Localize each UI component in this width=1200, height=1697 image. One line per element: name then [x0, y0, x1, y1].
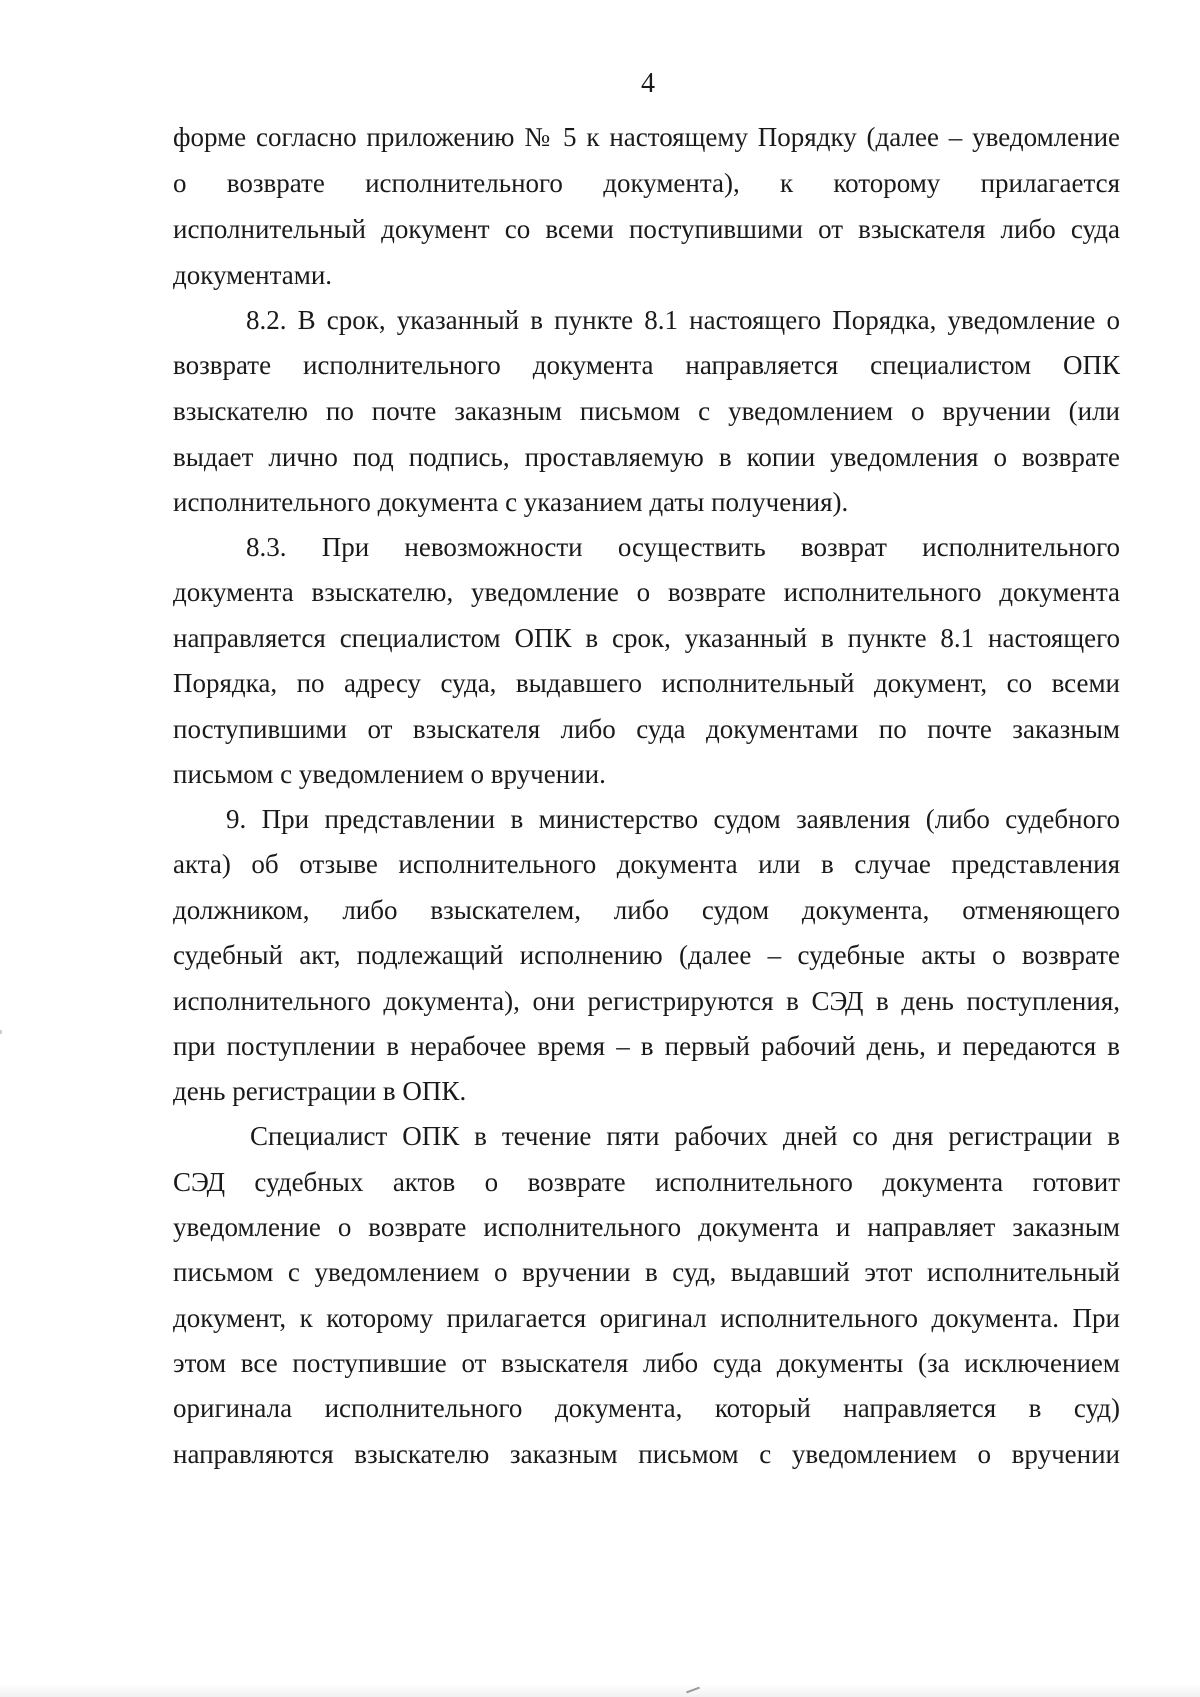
text-line: возврате исполнительного документа направляется специалистом ОПК: [173, 350, 1120, 380]
text-line: при поступлении в нерабочее время – в первый рабочий день, и передаются в: [173, 1031, 1120, 1061]
page-number: 4: [641, 68, 655, 99]
text-line: Порядка, по адресу суда, выдавшего исполнительный документ, со всеми: [173, 668, 1120, 698]
text-line: должником, либо взыскателем, либо судом документа, отменяющего: [173, 895, 1120, 925]
text-line: Специалист ОПК в течение пяти рабочих дней со дня регистрации в: [250, 1121, 1120, 1151]
text-line: взыскателю по почте заказным письмом с уведомлением о вручении (или: [173, 396, 1120, 426]
text-line: направляются взыскателю заказным письмом с уведомлением о вручении: [173, 1439, 1120, 1469]
text-line: уведомление о возврате исполнительного документа и направляет заказным: [173, 1212, 1120, 1242]
text-line: исполнительный документ со всеми поступившими от взыскателя либо суда: [173, 214, 1120, 244]
text-line: оригинала исполнительного документа, который направляется в суд): [173, 1393, 1120, 1423]
text-line: документ, к которому прилагается оригинал исполнительного документа. При: [173, 1303, 1120, 1333]
text-line: этом все поступившие от взыскателя либо суда документы (за исключением: [173, 1348, 1120, 1378]
page-bottom-shadow: [0, 1684, 1200, 1697]
scan-edge-mark: [0, 1030, 2, 1034]
text-line: судебный акт, подлежащий исполнению (далее – судебные акты о возврате: [173, 940, 1120, 970]
text-line: 8.3. При невозможности осуществить возврат исполнительного: [246, 532, 1120, 562]
text-line: 9. При представлении в министерство судом заявления (либо судебного: [226, 804, 1120, 834]
text-line: выдает лично под подпись, проставляемую в копии уведомления о возврате: [173, 442, 1120, 472]
text-line: документами.: [173, 260, 333, 290]
text-line: поступившими от взыскателя либо суда документами по почте заказным: [173, 714, 1120, 744]
text-line: о возврате исполнительного документа), к которому прилагается: [173, 168, 1120, 198]
text-line: письмом с уведомлением о вручении в суд, выдавший этот исполнительный: [173, 1257, 1120, 1287]
text-line: акта) об отзыве исполнительного документа или в случае представления: [173, 849, 1120, 879]
text-line: день регистрации в ОПК.: [173, 1076, 467, 1106]
text-line: направляется специалистом ОПК в срок, указанный в пункте 8.1 настоящего: [173, 623, 1120, 653]
text-line: СЭД судебных актов о возврате исполнительного документа готовит: [173, 1167, 1120, 1197]
text-line: документа взыскателю, уведомление о возврате исполнительного документа: [173, 577, 1120, 607]
text-line: форме согласно приложению № 5 к настоящему Порядку (далее – уведомление: [173, 122, 1120, 152]
text-line: письмом с уведомлением о вручении.: [173, 759, 606, 789]
text-line: 8.2. В срок, указанный в пункте 8.1 настоящего Порядка, уведомление о: [246, 305, 1120, 335]
text-line: исполнительного документа), они регистрируются в СЭД в день поступления,: [173, 986, 1120, 1016]
text-line: исполнительного документа с указанием даты получения).: [173, 487, 849, 517]
